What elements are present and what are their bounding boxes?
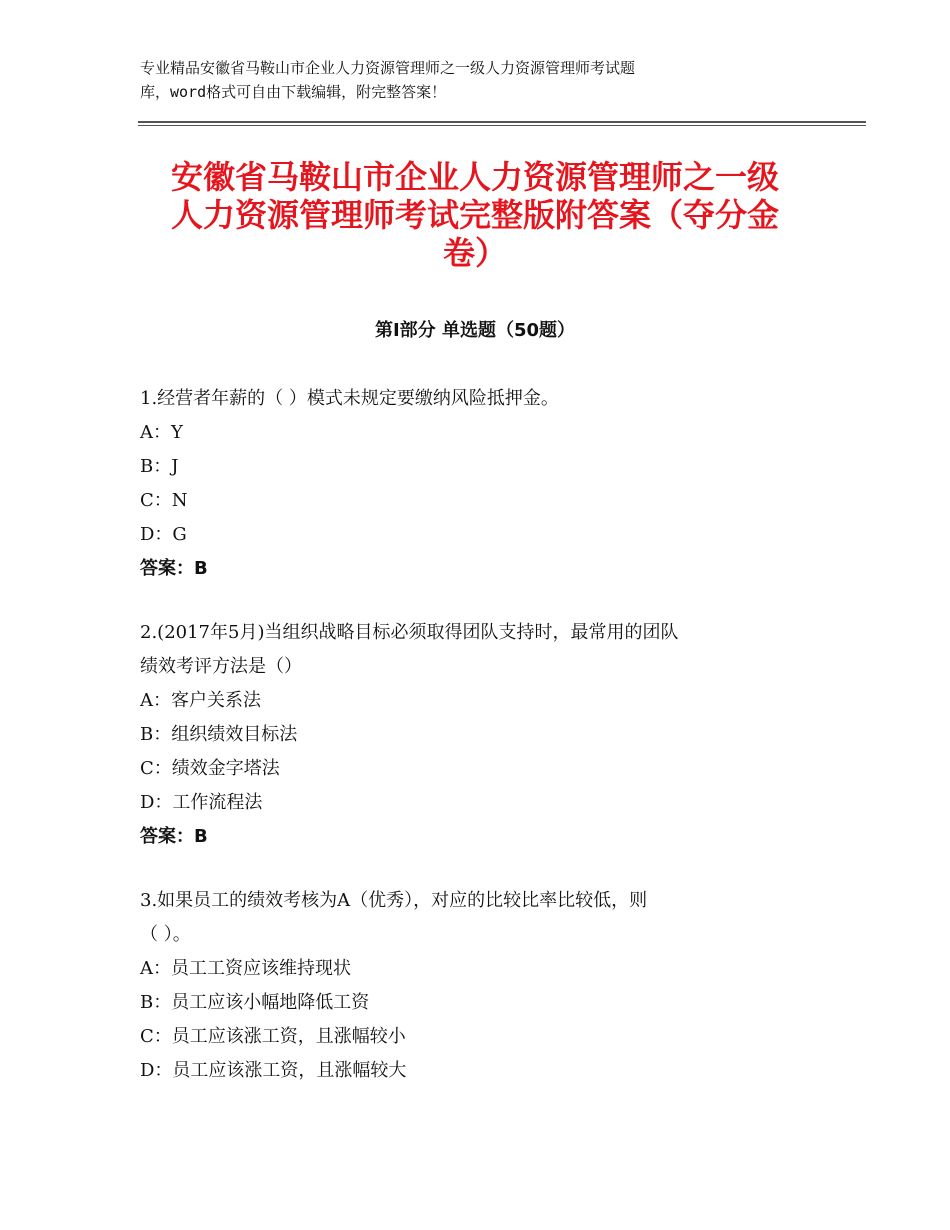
document-title xyxy=(140,158,810,272)
option-d: D：员工应该涨工资，且涨幅较大 xyxy=(140,1060,407,1081)
question-1 xyxy=(140,382,830,586)
option-d: D：G xyxy=(140,524,187,545)
question-text: 1.经营者年薪的（ ）模式未规定要缴纳风险抵押金。 xyxy=(140,388,559,409)
header-note xyxy=(140,56,800,104)
section-heading: 第Ⅰ部分 单选题（50题） xyxy=(374,320,575,341)
option-a: A：客户关系法 xyxy=(140,690,261,711)
header-note-line-2: 库，word格式可自由下载编辑，附完整答案！ xyxy=(140,83,447,101)
question-text-line-2: （ ）。 xyxy=(140,924,191,945)
question-text-line-1: 3.如果员工的绩效考核为A（优秀），对应的比较比率比较低，则 xyxy=(140,890,648,911)
option-a: A：员工工资应该维持现状 xyxy=(140,958,351,979)
option-c: C：绩效金字塔法 xyxy=(140,758,280,779)
question-text-line-2: 绩效考评方法是（） xyxy=(140,656,302,677)
header-divider-thin xyxy=(138,125,866,126)
question-2 xyxy=(140,616,830,854)
option-c: C：员工应该涨工资，且涨幅较小 xyxy=(140,1026,406,1047)
question-list xyxy=(140,382,830,1118)
option-c: C：N xyxy=(140,490,188,511)
header-divider-thick xyxy=(138,121,866,123)
option-b: B：J xyxy=(140,456,179,477)
option-b: B：员工应该小幅地降低工资 xyxy=(140,992,370,1013)
option-a: A：Y xyxy=(140,422,183,443)
title-line-1: 安徽省马鞍山市企业人力资源管理师之一级 xyxy=(170,158,779,196)
title-line-3: 卷） xyxy=(442,234,507,272)
question-text-line-1: 2.(2017年5月)当组织战略目标必须取得团队支持时，最常用的团队 xyxy=(140,622,679,643)
answer: 答案：B xyxy=(140,826,208,847)
option-d: D：工作流程法 xyxy=(140,792,263,813)
option-b: B：组织绩效目标法 xyxy=(140,724,298,745)
question-3 xyxy=(140,884,830,1088)
title-line-2: 人力资源管理师考试完整版附答案（夺分金 xyxy=(170,196,779,234)
header-note-line-1: 专业精品安徽省马鞍山市企业人力资源管理师之一级人力资源管理师考试题 xyxy=(140,59,636,77)
answer: 答案：B xyxy=(140,558,208,579)
